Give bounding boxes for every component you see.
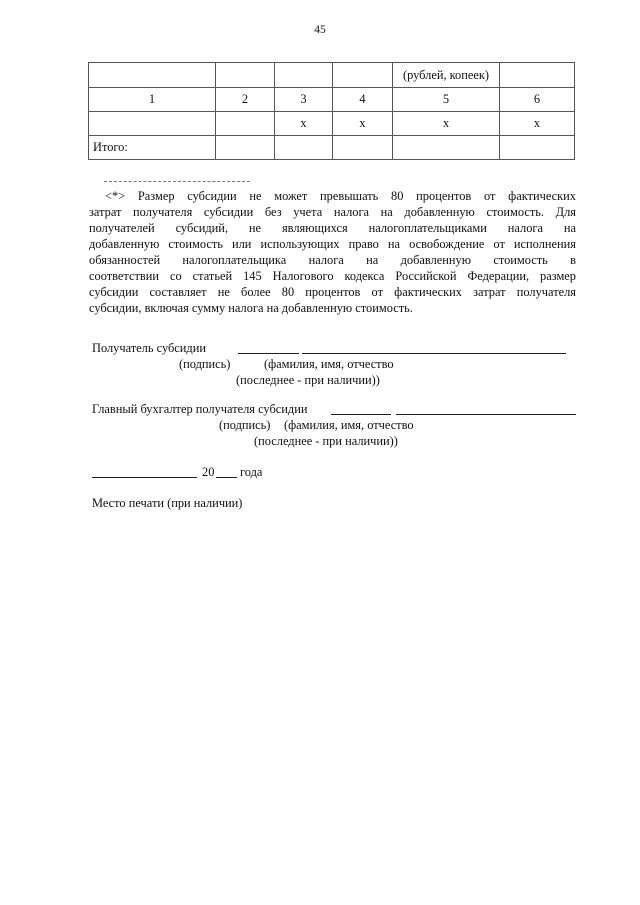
date-year-prefix: 20 [202, 465, 215, 479]
accountant-name-caption: (фамилия, имя, отчество [284, 418, 414, 432]
table-cell: x [393, 112, 500, 136]
total-label: Итого: [89, 136, 216, 160]
footnote [89, 188, 576, 316]
column-number: 4 [333, 88, 393, 112]
footnote-line: обязанностей налогоплательщика налога на добавленную стоимость в [89, 253, 576, 267]
table-row [89, 88, 575, 112]
footnote-line: соответствии со статьей 145 Налогового кодекса Российской Федерации, размер [89, 269, 576, 283]
table-cell: x [500, 112, 575, 136]
table-header-note: (рублей, копеек) [393, 63, 500, 88]
footnote-line: получателей субсидий, не являющихся налогоплательщиками налога на [89, 221, 576, 235]
table-cell [275, 63, 333, 88]
table-cell [216, 63, 275, 88]
accountant-name-caption-2: (последнее - при наличии)) [254, 434, 398, 448]
column-number: 6 [500, 88, 575, 112]
accountant-label: Главный бухгалтер получателя субсидии [92, 402, 308, 416]
table-cell [500, 63, 575, 88]
accountant-signature-caption: (подпись) [219, 418, 271, 432]
footnote-line: субсидии, включая сумму налога на добавленную стоимость. [89, 301, 413, 315]
column-number: 1 [89, 88, 216, 112]
recipient-name-caption: (фамилия, имя, отчество [264, 357, 394, 371]
accountant-signature-line [331, 402, 391, 419]
table-row [89, 136, 575, 160]
stamp-label: Место печати (при наличии) [92, 496, 243, 510]
footnote-line: затрат получателя субсидии без учета налога на добавленную стоимость. Для [89, 205, 576, 219]
footnote-line: <*> Размер субсидии не может превышать 80 процентов от фактических [105, 189, 576, 203]
recipient-signature-caption: (подпись) [179, 357, 231, 371]
footnote-line: добавленную стоимость или использующих право на освобождение от исполнения [89, 237, 576, 251]
table-cell [216, 112, 275, 136]
recipient-name-line [302, 341, 566, 358]
table-cell [333, 63, 393, 88]
page-number: 45 [314, 24, 326, 36]
table-cell [216, 136, 275, 160]
date-day-line [92, 465, 197, 482]
table-cell: x [275, 112, 333, 136]
table-cell [275, 136, 333, 160]
table-cell [393, 136, 500, 160]
date-year-suffix: года [240, 465, 263, 479]
table-row [89, 63, 575, 88]
recipient-signature-line [238, 341, 299, 358]
table-row [89, 112, 575, 136]
accountant-name-line [396, 402, 576, 419]
subsidy-table [88, 62, 575, 160]
table-cell [500, 136, 575, 160]
table-cell [333, 136, 393, 160]
footnote-line: субсидии составляет не более 80 процентов от фактических затрат получателя [89, 285, 576, 299]
table-cell: x [333, 112, 393, 136]
recipient-label: Получатель субсидии [92, 341, 206, 355]
recipient-name-caption-2: (последнее - при наличии)) [236, 373, 380, 387]
column-number: 5 [393, 88, 500, 112]
date-year-line [216, 465, 237, 482]
table-cell [89, 112, 216, 136]
column-number: 3 [275, 88, 333, 112]
table-cell [89, 63, 216, 88]
column-number: 2 [216, 88, 275, 112]
footnote-separator [104, 181, 250, 182]
